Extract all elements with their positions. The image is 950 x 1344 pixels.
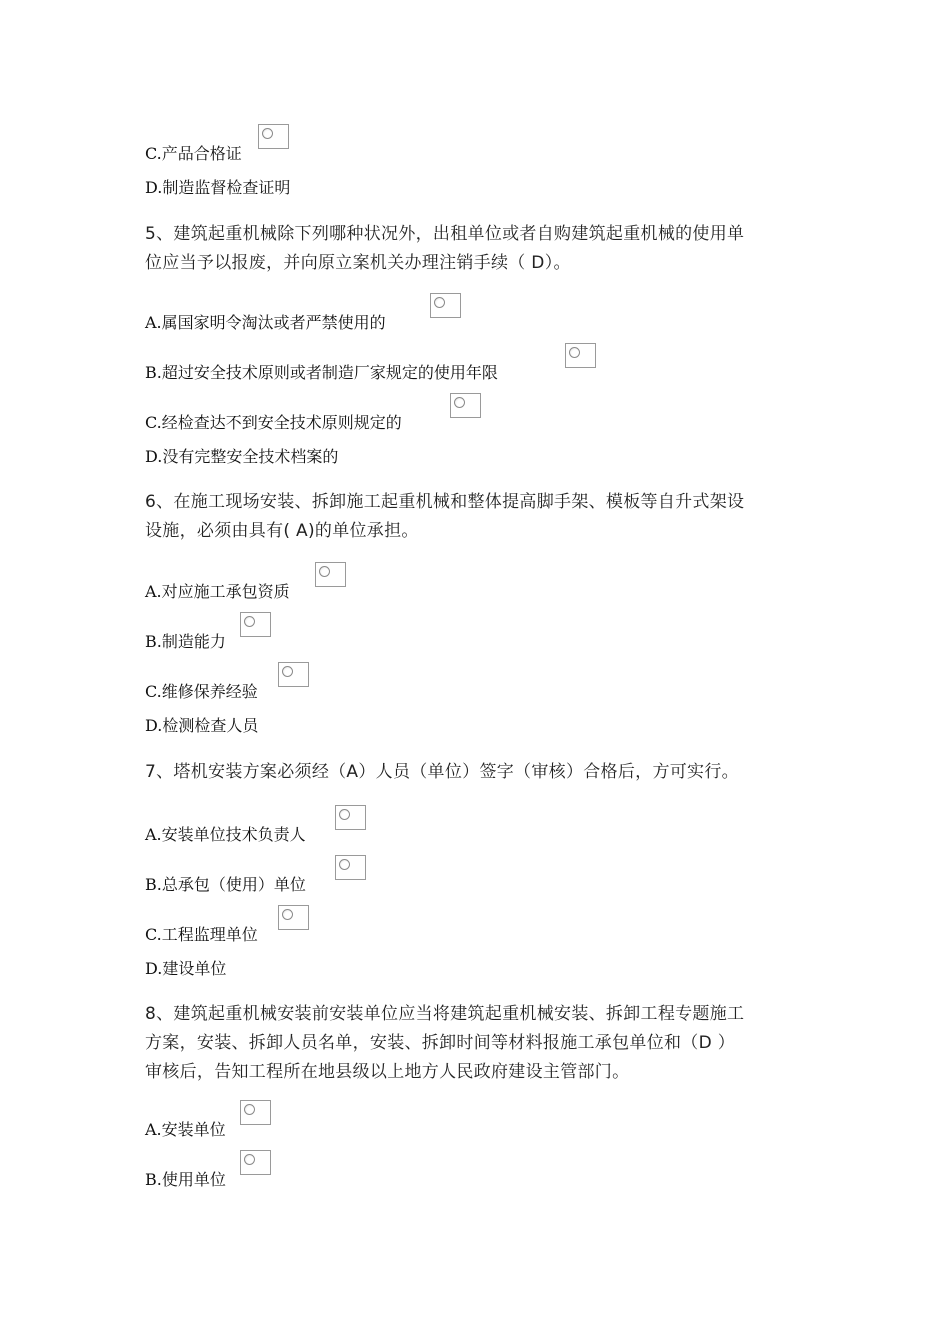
option-label: D.建设单位 [145,959,227,978]
question-5 [145,220,810,278]
question-line: 审核后，告知工程所在地县级以上地方人民政府建设主管部门。 [145,1062,630,1082]
option-prev-c [145,144,242,164]
option-label: A.属国家明令淘汰或者严禁使用的 [145,313,386,332]
option-label: D.没有完整安全技术档案的 [145,447,339,466]
option-label: C.产品合格证 [145,144,242,163]
q7-option-b [145,875,306,895]
option-prev-d [145,178,290,198]
radio-circle-icon [319,566,330,577]
question-line: 6、在施工现场安装、拆卸施工起重机械和整体提高脚手架、模板等自升式架设 [145,492,745,512]
q6-option-d [145,716,258,736]
radio-button[interactable] [430,293,461,318]
option-label: C.经检查达不到安全技术原则规定的 [145,413,402,432]
option-label: B.制造能力 [145,632,226,651]
question-line: 方案，安装、拆卸人员名单，安装、拆卸时间等材料报施工承包单位和（D ） [145,1033,735,1053]
radio-button[interactable] [565,343,596,368]
radio-circle-icon [339,809,350,820]
radio-circle-icon [282,909,293,920]
q6-option-b [145,632,226,652]
option-label: B.总承包（使用）单位 [145,875,306,894]
q7-option-a [145,825,306,845]
radio-button[interactable] [258,124,289,149]
q6-option-c [145,682,258,702]
radio-circle-icon [244,1104,255,1115]
question-line: 设施，必须由具有( A)的单位承担。 [145,521,419,541]
option-label: B.使用单位 [145,1170,226,1189]
option-label: A.对应施工承包资质 [145,582,290,601]
radio-circle-icon [244,1154,255,1165]
question-line: 5、建筑起重机械除下列哪种状况外，出租单位或者自购建筑起重机械的使用单 [145,224,745,244]
radio-circle-icon [454,397,465,408]
radio-circle-icon [244,616,255,627]
question-line: 8、建筑起重机械安装前安装单位应当将建筑起重机械安装、拆卸工程专题施工 [145,1004,745,1024]
option-label: B.超过安全技术原则或者制造厂家规定的使用年限 [145,363,498,382]
q8-option-b [145,1170,226,1190]
q5-option-b [145,363,498,383]
option-label: A.安装单位 [145,1120,226,1139]
q6-option-a [145,582,290,602]
radio-button[interactable] [240,612,271,637]
radio-circle-icon [569,347,580,358]
q5-option-c [145,413,402,433]
option-label: C.维修保养经验 [145,682,258,701]
question-line: 7、塔机安装方案必须经（A）人员（单位）签字（审核）合格后，方可实行。 [145,762,739,782]
option-label: A.安装单位技术负责人 [145,825,306,844]
radio-button[interactable] [335,855,366,880]
radio-button[interactable] [278,662,309,687]
radio-button[interactable] [240,1100,271,1125]
option-label: D.制造监督检查证明 [145,178,291,197]
radio-button[interactable] [240,1150,271,1175]
radio-circle-icon [282,666,293,677]
radio-circle-icon [339,859,350,870]
radio-button[interactable] [450,393,481,418]
radio-button[interactable] [278,905,309,930]
q5-option-d [145,447,338,467]
radio-circle-icon [262,128,273,139]
question-line: 位应当予以报废，并向原立案机关办理注销手续（ D）。 [145,253,571,273]
radio-circle-icon [434,297,445,308]
radio-button[interactable] [335,805,366,830]
option-label: D.检测检查人员 [145,716,259,735]
question-8 [145,1000,810,1087]
question-6 [145,488,810,546]
radio-button[interactable] [315,562,346,587]
q7-option-d [145,959,226,979]
option-label: C.工程监理单位 [145,925,258,944]
q7-option-c [145,925,258,945]
question-7 [145,758,810,787]
q8-option-a [145,1120,226,1140]
q5-option-a [145,313,386,333]
